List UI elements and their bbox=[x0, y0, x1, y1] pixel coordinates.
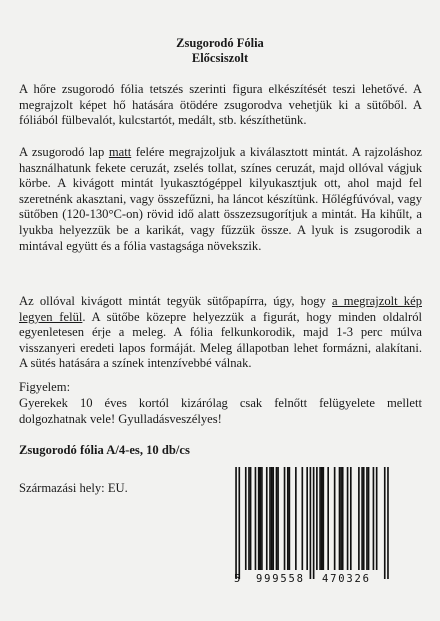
barcode-bar bbox=[258, 467, 260, 570]
barcode-bar bbox=[287, 467, 289, 570]
barcode-bar bbox=[301, 467, 303, 570]
product-subtitle: Előcsiszolt bbox=[191, 51, 249, 65]
barcode-bar bbox=[334, 467, 336, 570]
barcode-bar bbox=[259, 467, 261, 570]
barcode-bar bbox=[310, 467, 312, 579]
barcode-bar bbox=[266, 467, 268, 570]
barcode-bar bbox=[373, 467, 375, 570]
barcode-bar bbox=[350, 467, 352, 570]
barcode-right-digits: 470326 bbox=[322, 573, 371, 585]
product-title: Zsugorodó Fólia bbox=[176, 36, 264, 50]
barcode-bar bbox=[295, 467, 297, 570]
barcode-bar bbox=[366, 467, 368, 570]
baking-text-rest: . A sütőbe közepre helyezzük a figurát, hogy minden oldalról egyenletesen érje a meleg. A fólia felkunkorodik, majd 1-3 perc múlva visszanyeri eredeti lapos formáját. Meleg állapotban lehet formázni, alakítani. A sütés hatására a színek intenzívebbé válnak. bbox=[19, 309, 422, 371]
barcode-bar bbox=[319, 467, 321, 570]
barcode-bar bbox=[238, 467, 240, 579]
origin-text: Származási hely: EU. bbox=[19, 481, 128, 495]
product-name: Zsugorodó fólia A/4-es, 10 db/cs bbox=[19, 443, 190, 457]
intro-paragraph: A hőre zsugorodó fólia tetszés szerinti figura elkészítését teszi lehetővé. A megrajzolt képet hő hatására ötödére zsugorodva vehetjük ki a sütőből. A fóliából fülbevalót, kulcstartót, medált, stb. készíthetünk. bbox=[19, 82, 422, 128]
barcode-bar bbox=[306, 467, 308, 570]
barcode-bar bbox=[363, 467, 365, 570]
barcode-bar bbox=[339, 467, 341, 570]
barcode-bar bbox=[248, 467, 250, 570]
barcode-bar bbox=[361, 467, 363, 570]
barcode-bar bbox=[376, 467, 378, 570]
baking-text-start: Az ollóval kivágott mintát tegyük sütőpapírra, úgy, hogy bbox=[19, 294, 333, 308]
instructions-text-rest: felére megrajzoljuk a kiválasztott mintát. A rajzoláshoz használhatunk fekete ceruzát, zselés tollat, színes ceruzát, majd ollóval vágjuk körbe. A kivágott mintát lyukasztógéppel kilyukasztjuk ott, ahol majd fel szeretnénk akasztani, vagy összefűzni, ha láncot készítünk. Hőlégfúvóval, vagy sütőben (120-130°C-on) rövid idő alatt összezsugorítjuk a mintát. Ha kihűlt, a lyukba helyezzük be a karikát, vagy fűzzük össze. A lyuk is zsugorodik a mintával együtt és a fólia vastagsága növekszik. bbox=[19, 145, 422, 253]
barcode-bar bbox=[321, 467, 323, 570]
barcode-bar bbox=[245, 467, 247, 570]
ean-barcode bbox=[232, 467, 392, 590]
warning-heading: Figyelem: bbox=[19, 380, 71, 394]
barcode-bar bbox=[277, 467, 279, 570]
instructions-text-start: A zsugorodó lap bbox=[19, 145, 109, 159]
barcode-bar bbox=[323, 467, 325, 570]
baking-paragraph bbox=[19, 294, 422, 372]
barcode-bar bbox=[316, 467, 318, 570]
barcode-bar bbox=[235, 467, 237, 579]
barcode-bar bbox=[384, 467, 386, 579]
barcode-bar bbox=[289, 467, 291, 570]
barcode-bar bbox=[347, 467, 349, 570]
barcode-left-digits: 999558 bbox=[256, 573, 305, 585]
barcode-bar bbox=[269, 467, 271, 570]
barcode-bar bbox=[327, 467, 329, 570]
barcode-bar bbox=[261, 467, 263, 570]
barcode-first-digit: 5 bbox=[234, 573, 243, 585]
baking-emphasis: a megrajzolt kép legyen felül bbox=[19, 294, 422, 324]
barcode-bar bbox=[340, 467, 342, 570]
barcode-bar bbox=[358, 467, 360, 570]
barcode-bar bbox=[276, 467, 278, 570]
barcode-bar bbox=[368, 467, 370, 570]
instructions-paragraph bbox=[19, 145, 422, 254]
instructions-emphasis: matt bbox=[108, 145, 132, 159]
barcode-bar bbox=[255, 467, 257, 570]
barcode-bar bbox=[284, 467, 286, 570]
barcode-bar bbox=[250, 467, 252, 570]
barcode-bar bbox=[342, 467, 344, 570]
barcode-bar bbox=[387, 467, 389, 579]
warning-text: Gyerekek 10 éves kortól kizárólag csak felnőtt felügyelete mellett dolgozhatnak vele! Gyulladásveszélyes! bbox=[19, 396, 422, 426]
barcode-bar bbox=[313, 467, 315, 579]
barcode-bar bbox=[272, 467, 274, 570]
barcode-bar bbox=[271, 467, 273, 570]
